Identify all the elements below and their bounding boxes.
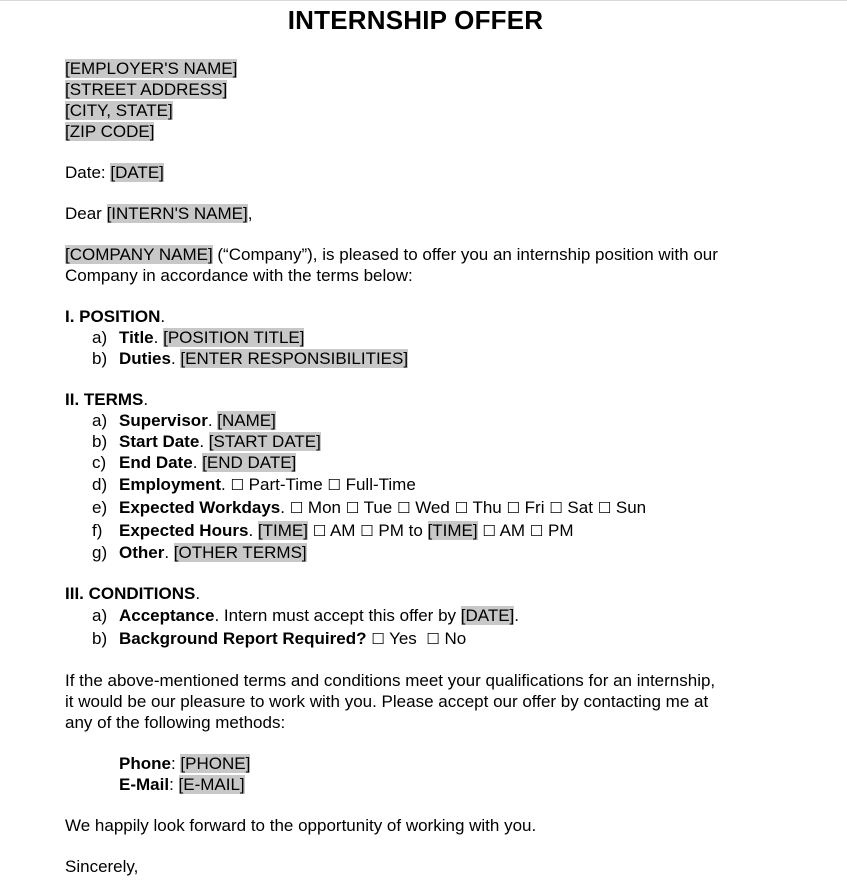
section-terms-heading: II. TERMS. bbox=[65, 390, 149, 409]
salutation-prefix: Dear bbox=[65, 204, 107, 223]
supervisor-field[interactable]: [NAME] bbox=[217, 411, 276, 430]
email-label: E-Mail bbox=[119, 775, 170, 794]
salutation bbox=[65, 203, 805, 224]
list-item: d) Employment. ☐ Part-Time ☐ Full-Time bbox=[92, 475, 416, 494]
full-time-checkbox[interactable]: ☐ bbox=[327, 476, 341, 494]
list-item: b) Duties. [ENTER RESPONSIBILITIES] bbox=[92, 349, 409, 368]
tue-checkbox[interactable]: ☐ bbox=[345, 499, 360, 517]
document-body bbox=[65, 58, 805, 877]
list-item: a) Supervisor. [NAME] bbox=[92, 411, 276, 430]
start-pm-checkbox[interactable]: ☐ bbox=[360, 522, 374, 540]
intro-paragraph bbox=[65, 244, 805, 286]
intro-text-1: (“Company”), is pleased to offer you an internship position with our bbox=[212, 245, 718, 264]
forward-text: We happily look forward to the opportunity of working with you. bbox=[65, 816, 537, 835]
start-date-field[interactable]: [START DATE] bbox=[208, 432, 321, 451]
email-field[interactable]: [E-MAIL] bbox=[178, 775, 245, 794]
date-field[interactable]: [DATE] bbox=[110, 163, 164, 182]
list-item: a) Acceptance. Intern must accept this offer by [DATE]. bbox=[92, 606, 520, 625]
terms-list bbox=[92, 410, 805, 563]
contact-block: Phone: [PHONE] E-Mail: [E-MAIL] bbox=[119, 754, 251, 794]
date-label: Date: bbox=[65, 163, 111, 182]
end-date-field[interactable]: [END DATE] bbox=[202, 453, 297, 472]
background-no-checkbox[interactable]: ☐ bbox=[426, 630, 440, 648]
position-list bbox=[92, 327, 805, 369]
phone-field[interactable]: [PHONE] bbox=[180, 754, 251, 773]
section-position-heading: I. POSITION. bbox=[65, 307, 166, 326]
date-line bbox=[65, 162, 805, 183]
zip-code-field[interactable]: [ZIP CODE] bbox=[65, 122, 155, 141]
fri-checkbox[interactable]: ☐ bbox=[506, 499, 520, 517]
list-item: b) Start Date. [START DATE] bbox=[92, 432, 321, 451]
thu-checkbox[interactable]: ☐ bbox=[454, 499, 469, 517]
end-pm-checkbox[interactable]: ☐ bbox=[529, 522, 544, 540]
background-yes-checkbox[interactable]: ☐ bbox=[371, 630, 385, 648]
part-time-checkbox[interactable]: ☐ bbox=[230, 476, 244, 494]
acceptance-date-field[interactable]: [DATE] bbox=[460, 606, 515, 625]
start-am-checkbox[interactable]: ☐ bbox=[312, 522, 327, 540]
intro-text-2: Company in accordance with the terms below: bbox=[65, 266, 413, 285]
signoff: Sincerely, bbox=[65, 857, 139, 876]
employer-name-field[interactable]: [EMPLOYER'S NAME] bbox=[65, 59, 238, 78]
list-item: f) Expected Hours. [TIME] ☐ AM ☐ PM to [TIME] ☐ AM ☐ PM bbox=[92, 521, 574, 540]
mon-checkbox[interactable]: ☐ bbox=[289, 499, 304, 517]
list-item: e) Expected Workdays. ☐ Mon ☐ Tue ☐ Wed ☐ Thu ☐ Fri ☐ Sat ☐ Sun bbox=[92, 498, 647, 517]
closing-paragraph: If the above-mentioned terms and conditions meet your qualifications for an internship, it would be our pleasure to work with you. Please accept our offer by contacting me at any of the following methods: bbox=[65, 671, 716, 732]
sat-checkbox[interactable]: ☐ bbox=[549, 499, 563, 517]
salutation-suffix: , bbox=[247, 204, 253, 223]
company-name-field[interactable]: [COMPANY NAME] bbox=[65, 245, 213, 264]
list-item: a) Title. [POSITION TITLE] bbox=[92, 328, 305, 347]
conditions-list bbox=[92, 604, 805, 650]
phone-label: Phone bbox=[119, 754, 171, 773]
duties-field[interactable]: [ENTER RESPONSIBILITIES] bbox=[180, 349, 409, 368]
position-title-field[interactable]: [POSITION TITLE] bbox=[163, 328, 305, 347]
wed-checkbox[interactable]: ☐ bbox=[397, 499, 411, 517]
intern-name-field[interactable]: [INTERN'S NAME] bbox=[106, 204, 248, 223]
sun-checkbox[interactable]: ☐ bbox=[597, 499, 612, 517]
other-terms-field[interactable]: [OTHER TERMS] bbox=[173, 543, 307, 562]
section-conditions-heading: III. CONDITIONS. bbox=[65, 584, 201, 603]
list-item: g) Other. [OTHER TERMS] bbox=[92, 543, 307, 562]
list-item: c) End Date. [END DATE] bbox=[92, 453, 297, 472]
city-state-field[interactable]: [CITY, STATE] bbox=[65, 101, 173, 120]
end-time-field[interactable]: [TIME] bbox=[427, 521, 478, 540]
document-title: INTERNSHIP OFFER bbox=[287, 5, 544, 35]
end-am-checkbox[interactable]: ☐ bbox=[482, 522, 496, 540]
employer-address-block bbox=[65, 58, 805, 142]
list-item: b) Background Report Required? ☐ Yes ☐ No bbox=[92, 629, 467, 648]
start-time-field[interactable]: [TIME] bbox=[257, 521, 308, 540]
street-address-field[interactable]: [STREET ADDRESS] bbox=[65, 80, 228, 99]
